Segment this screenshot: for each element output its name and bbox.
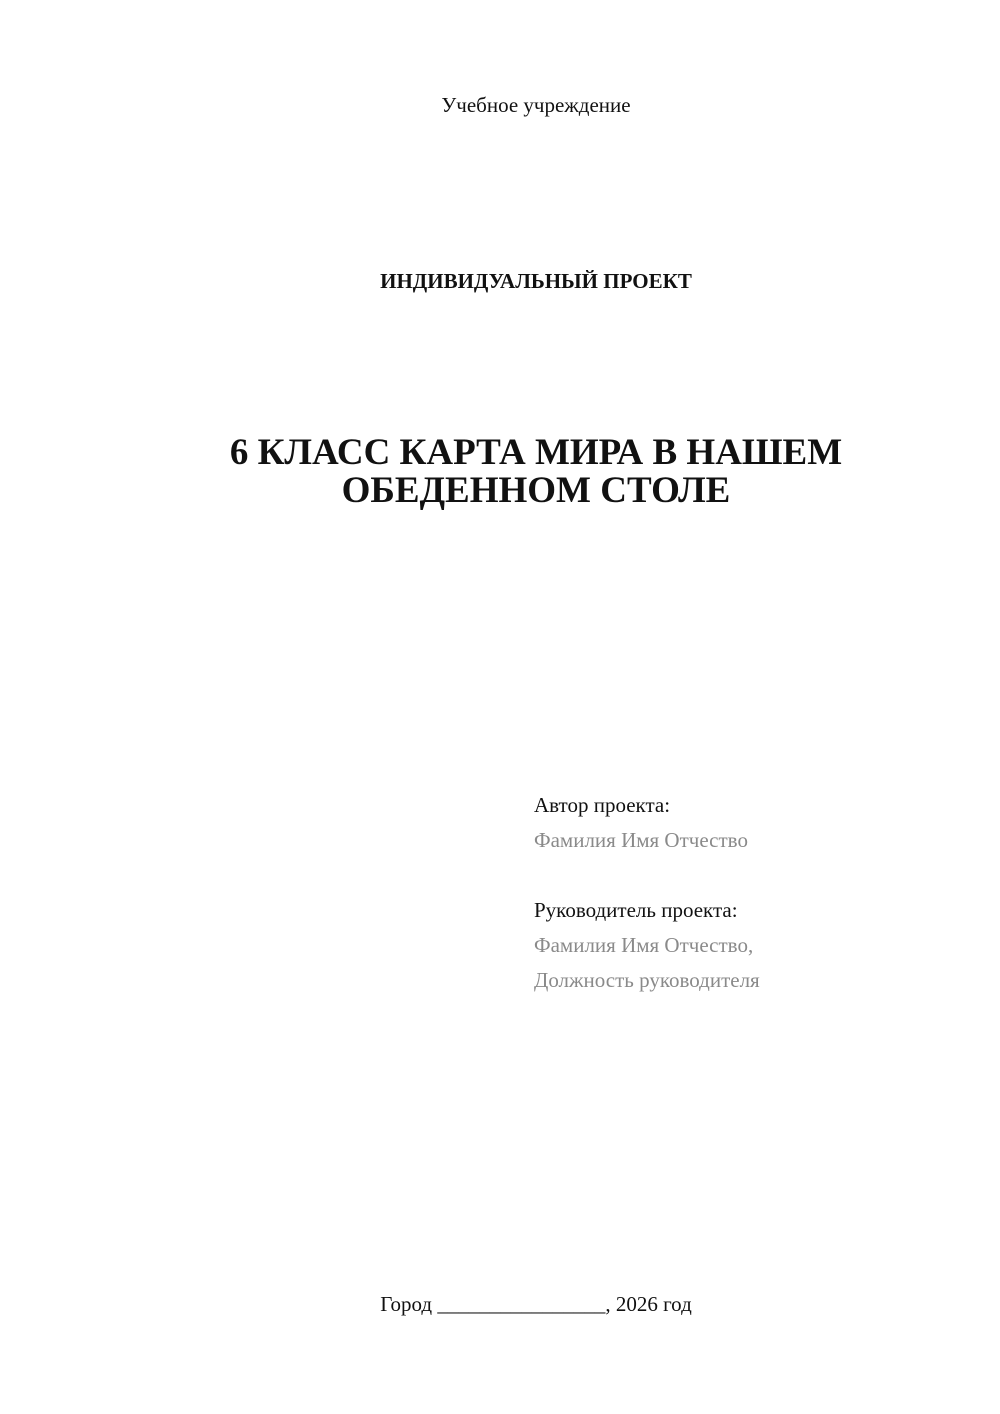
project-title [170, 434, 902, 510]
authors-block [534, 788, 954, 998]
project-type-heading: ИНДИВИДУАЛЬНЫЙ ПРОЕКТ [380, 269, 692, 293]
authors-spacer [534, 858, 954, 893]
author-label: Автор проекта: [534, 793, 671, 817]
project-title-line-1: 6 КЛАСС КАРТА МИРА В НАШЕМ [229, 432, 843, 473]
city-year-footer: Город ________________, 2026 год [380, 1292, 692, 1316]
project-title-line-2: ОБЕДЕННОМ СТОЛЕ [341, 470, 731, 511]
supervisor-position-placeholder: Должность руководителя [534, 968, 760, 992]
supervisor-label: Руководитель проекта: [534, 898, 738, 922]
institution-name: Учебное учреждение [441, 93, 631, 117]
supervisor-name-placeholder: Фамилия Имя Отчество, [534, 933, 754, 957]
author-name-placeholder: Фамилия Имя Отчество [534, 828, 748, 852]
